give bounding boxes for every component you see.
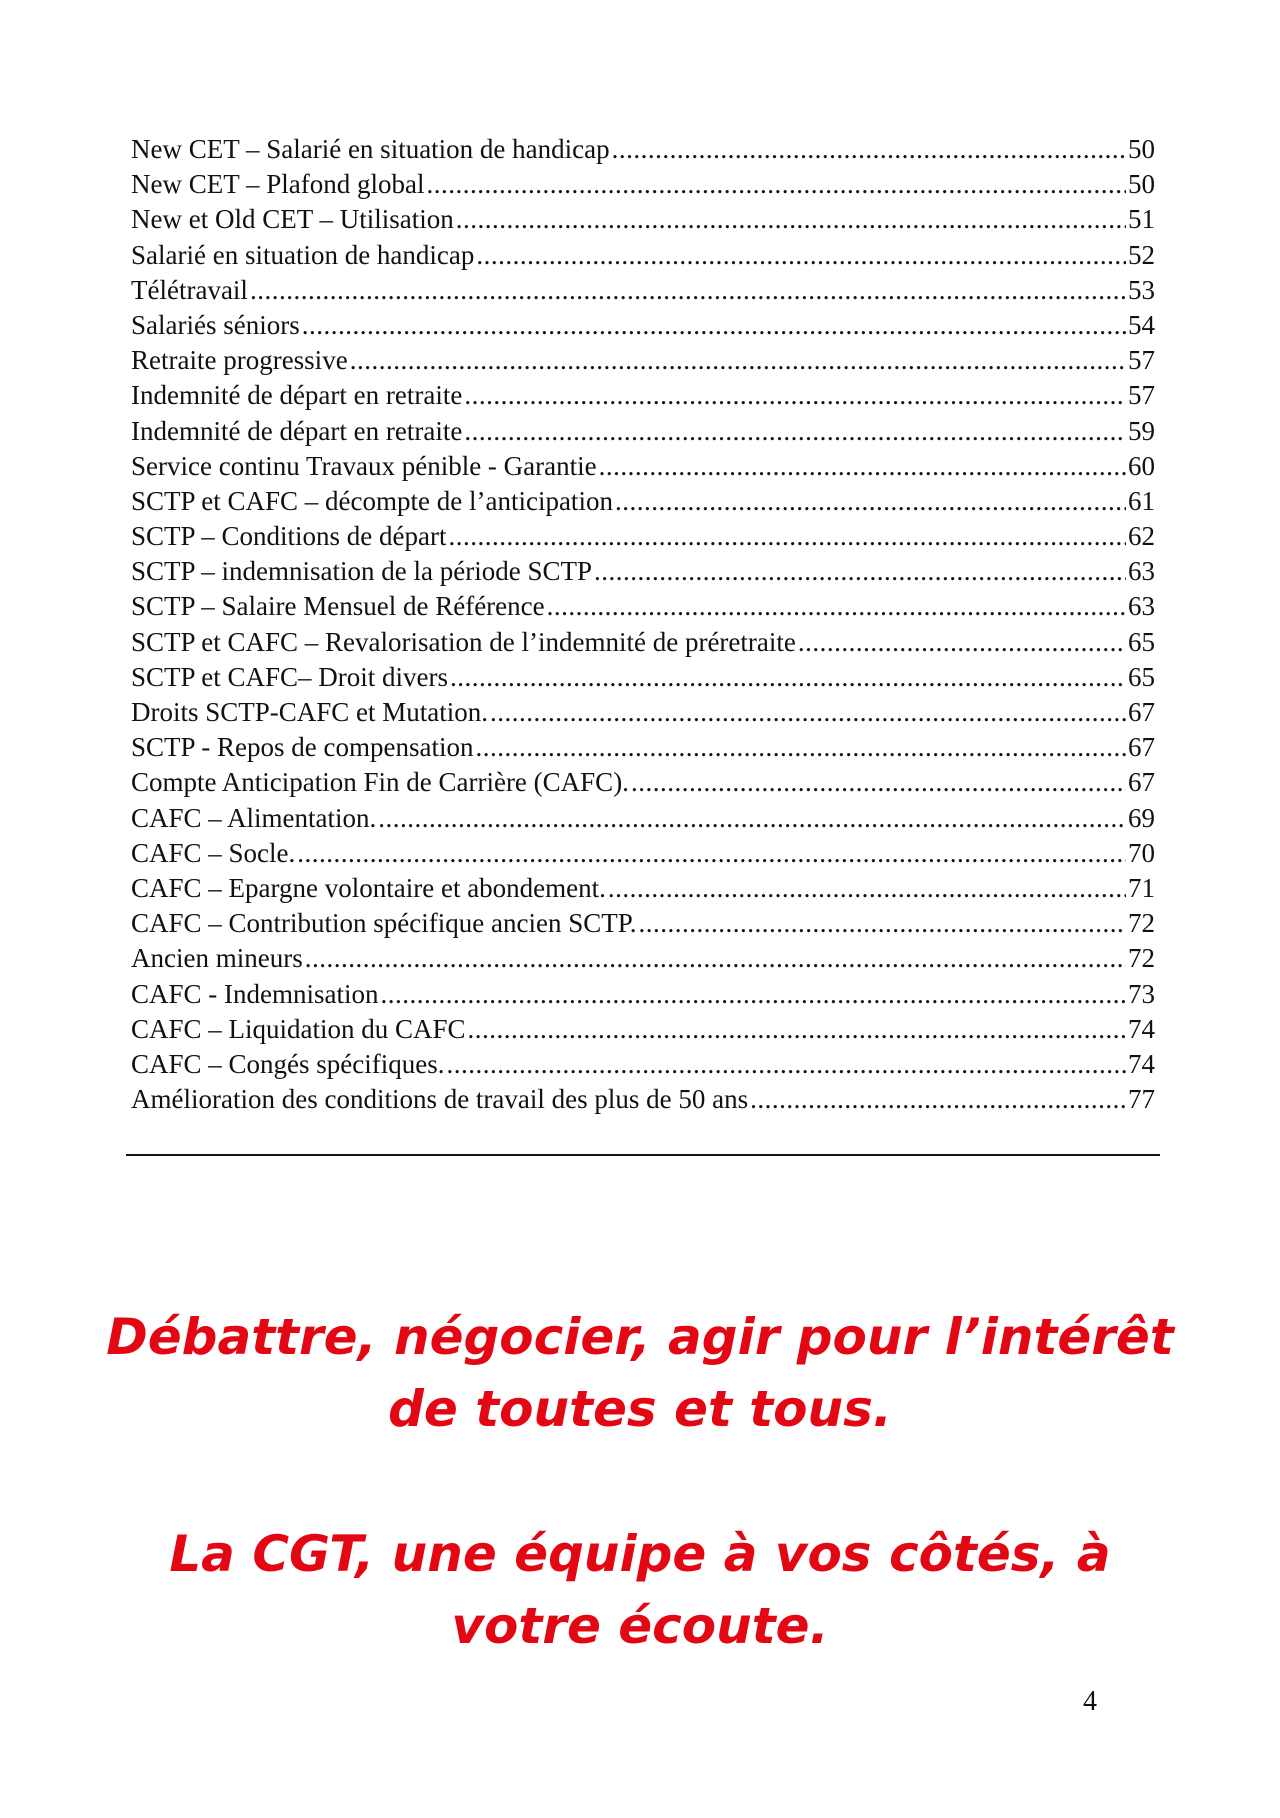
slogan-line: votre écoute.	[451, 1597, 829, 1655]
toc-entry[interactable]	[131, 625, 1155, 660]
toc-entry-title: Salariés séniors	[131, 309, 300, 340]
toc-entry[interactable]	[131, 167, 1155, 202]
toc-entry-page: 63	[1128, 591, 1155, 622]
toc-entry-title: CAFC - Indemnisation	[131, 978, 379, 1009]
page-number: 4	[1083, 1686, 1097, 1717]
toc-entry-page: 65	[1128, 661, 1155, 692]
toc-entry-title: New et Old CET – Utilisation	[131, 204, 454, 235]
toc-entry-title: Télétravail	[131, 274, 248, 305]
toc-entry[interactable]	[131, 273, 1155, 308]
toc-dot-leader	[250, 273, 1126, 308]
toc-entry-title: Ancien mineurs	[131, 943, 303, 974]
slogan-line: de toutes et tous.	[388, 1380, 892, 1438]
toc-entry-title: SCTP et CAFC– Droit divers	[131, 661, 449, 692]
toc-entry-page: 67	[1128, 697, 1155, 727]
toc-entry-title: New CET – Plafond global	[131, 169, 425, 200]
toc-dot-leader	[456, 202, 1126, 237]
toc-entry[interactable]	[131, 132, 1155, 167]
toc-entry[interactable]	[131, 238, 1155, 273]
toc-entry[interactable]	[131, 519, 1155, 554]
toc-entry[interactable]	[131, 836, 1155, 871]
toc-entry[interactable]	[131, 906, 1155, 941]
toc-entry-title: Indemnité de départ en retraite	[131, 380, 463, 411]
toc-entry[interactable]	[131, 484, 1155, 519]
toc-entry-page: 63	[1128, 556, 1155, 587]
toc-dot-leader	[302, 308, 1126, 343]
toc-entry[interactable]	[131, 554, 1155, 589]
toc-dot-leader	[639, 906, 1127, 941]
toc-entry-title: Salarié en situation de handicap	[131, 239, 475, 270]
table-of-contents	[131, 132, 1155, 1117]
toc-entry-page: 77	[1128, 1084, 1155, 1115]
toc-entry-page: 65	[1128, 626, 1155, 657]
toc-entry[interactable]	[131, 449, 1155, 484]
toc-entry-page: 53	[1128, 274, 1155, 305]
slogan-line: La CGT, une équipe à vos côtés, à	[169, 1525, 1111, 1583]
slogan-cgt	[80, 1518, 1200, 1662]
section-divider	[126, 1154, 1160, 1156]
toc-entry-title: CAFC – Alimentation.	[131, 802, 377, 833]
toc-entry-title: New CET – Salarié en situation de handicap	[131, 134, 610, 164]
toc-entry-title: Retraite progressive	[131, 345, 348, 376]
toc-entry-page: 74	[1128, 1013, 1155, 1044]
toc-dot-leader	[547, 589, 1126, 624]
toc-entry[interactable]	[131, 308, 1155, 343]
toc-dot-leader	[608, 871, 1126, 906]
slogan-debattre	[80, 1301, 1200, 1445]
toc-dot-leader	[475, 730, 1126, 765]
toc-entry-title: SCTP et CAFC – décompte de l’anticipation	[131, 485, 613, 516]
toc-dot-leader	[464, 378, 1126, 413]
toc-entry-title: SCTP – indemnisation de la période SCTP	[131, 556, 592, 587]
toc-entry-page: 69	[1128, 802, 1155, 833]
toc-entry-page: 50	[1128, 134, 1155, 164]
toc-entry-page: 57	[1128, 380, 1155, 411]
toc-dot-leader	[464, 414, 1126, 449]
toc-entry-title: SCTP – Conditions de départ	[131, 521, 447, 552]
toc-dot-leader	[350, 343, 1126, 378]
toc-dot-leader	[297, 836, 1126, 871]
toc-dot-leader	[450, 660, 1126, 695]
toc-dot-leader	[750, 1082, 1126, 1117]
toc-entry-page: 60	[1128, 450, 1155, 481]
toc-entry-page: 73	[1128, 978, 1155, 1009]
toc-entry-title: CAFC – Congés spécifiques.	[131, 1048, 445, 1079]
toc-entry[interactable]	[131, 801, 1155, 836]
toc-entry[interactable]	[131, 871, 1155, 906]
toc-entry-page: 57	[1128, 345, 1155, 376]
toc-entry-title: CAFC – Epargne volontaire et abondement.	[131, 872, 606, 903]
toc-dot-leader	[599, 449, 1126, 484]
toc-entry-page: 70	[1128, 837, 1155, 868]
toc-entry-page: 61	[1128, 485, 1155, 516]
toc-dot-leader	[381, 977, 1127, 1012]
toc-dot-leader	[378, 801, 1126, 836]
toc-dot-leader	[615, 484, 1126, 519]
toc-entry-page: 72	[1128, 908, 1155, 939]
toc-entry[interactable]	[131, 1082, 1155, 1117]
toc-entry[interactable]	[131, 1047, 1155, 1082]
toc-entry[interactable]	[131, 378, 1155, 413]
toc-entry[interactable]	[131, 977, 1155, 1012]
toc-entry-page: 71	[1128, 872, 1155, 903]
toc-entry-title: SCTP - Repos de compensation	[131, 732, 474, 763]
toc-dot-leader	[468, 1012, 1126, 1047]
toc-entry-page: 52	[1128, 239, 1155, 270]
toc-entry[interactable]	[131, 660, 1155, 695]
toc-entry[interactable]	[131, 765, 1155, 800]
toc-entry-title: SCTP – Salaire Mensuel de Référence	[131, 591, 545, 622]
toc-entry-title: Indemnité de départ en retraite	[131, 415, 463, 446]
toc-dot-leader	[594, 554, 1126, 589]
toc-dot-leader	[426, 167, 1126, 202]
toc-dot-leader	[490, 695, 1126, 730]
toc-entry[interactable]	[131, 1012, 1155, 1047]
toc-entry-page: 72	[1128, 943, 1155, 974]
toc-entry-title: CAFC – Contribution spécifique ancien SCTP.	[131, 908, 637, 939]
toc-entry[interactable]	[131, 941, 1155, 976]
toc-dot-leader	[449, 519, 1127, 554]
toc-entry-page: 62	[1128, 521, 1155, 552]
toc-entry-page: 59	[1128, 415, 1155, 446]
toc-entry-page: 74	[1128, 1048, 1155, 1079]
toc-dot-leader	[447, 1047, 1127, 1082]
toc-entry-page: 67	[1128, 732, 1155, 763]
toc-dot-leader	[476, 238, 1126, 273]
toc-entry-page: 54	[1128, 309, 1155, 340]
toc-entry-title: SCTP et CAFC – Revalorisation de l’indemnité de préretraite	[131, 626, 796, 657]
toc-entry-title: CAFC – Liquidation du CAFC	[131, 1013, 466, 1044]
toc-entry-title: CAFC – Socle.	[131, 837, 296, 868]
toc-entry-page: 51	[1128, 204, 1155, 235]
toc-entry[interactable]	[131, 202, 1155, 237]
toc-dot-leader	[612, 132, 1126, 167]
toc-entry-title: Service continu Travaux pénible - Garantie	[131, 450, 597, 481]
toc-dot-leader	[798, 625, 1126, 660]
toc-dot-leader	[631, 765, 1126, 800]
slogan-line: Débattre, négocier, agir pour l’intérêt	[106, 1308, 1174, 1366]
toc-entry[interactable]	[131, 695, 1155, 730]
toc-entry[interactable]	[131, 414, 1155, 449]
toc-entry[interactable]	[131, 343, 1155, 378]
toc-dot-leader	[305, 941, 1126, 976]
toc-entry-title: Droits SCTP-CAFC et Mutation.	[131, 697, 489, 727]
toc-entry-title: Amélioration des conditions de travail des plus de 50 ans	[131, 1084, 749, 1115]
toc-entry[interactable]	[131, 730, 1155, 765]
toc-entry-title: Compte Anticipation Fin de Carrière (CAFC).	[131, 767, 629, 798]
toc-entry-page: 50	[1128, 169, 1155, 200]
toc-entry-page: 67	[1128, 767, 1155, 798]
toc-entry[interactable]	[131, 589, 1155, 624]
